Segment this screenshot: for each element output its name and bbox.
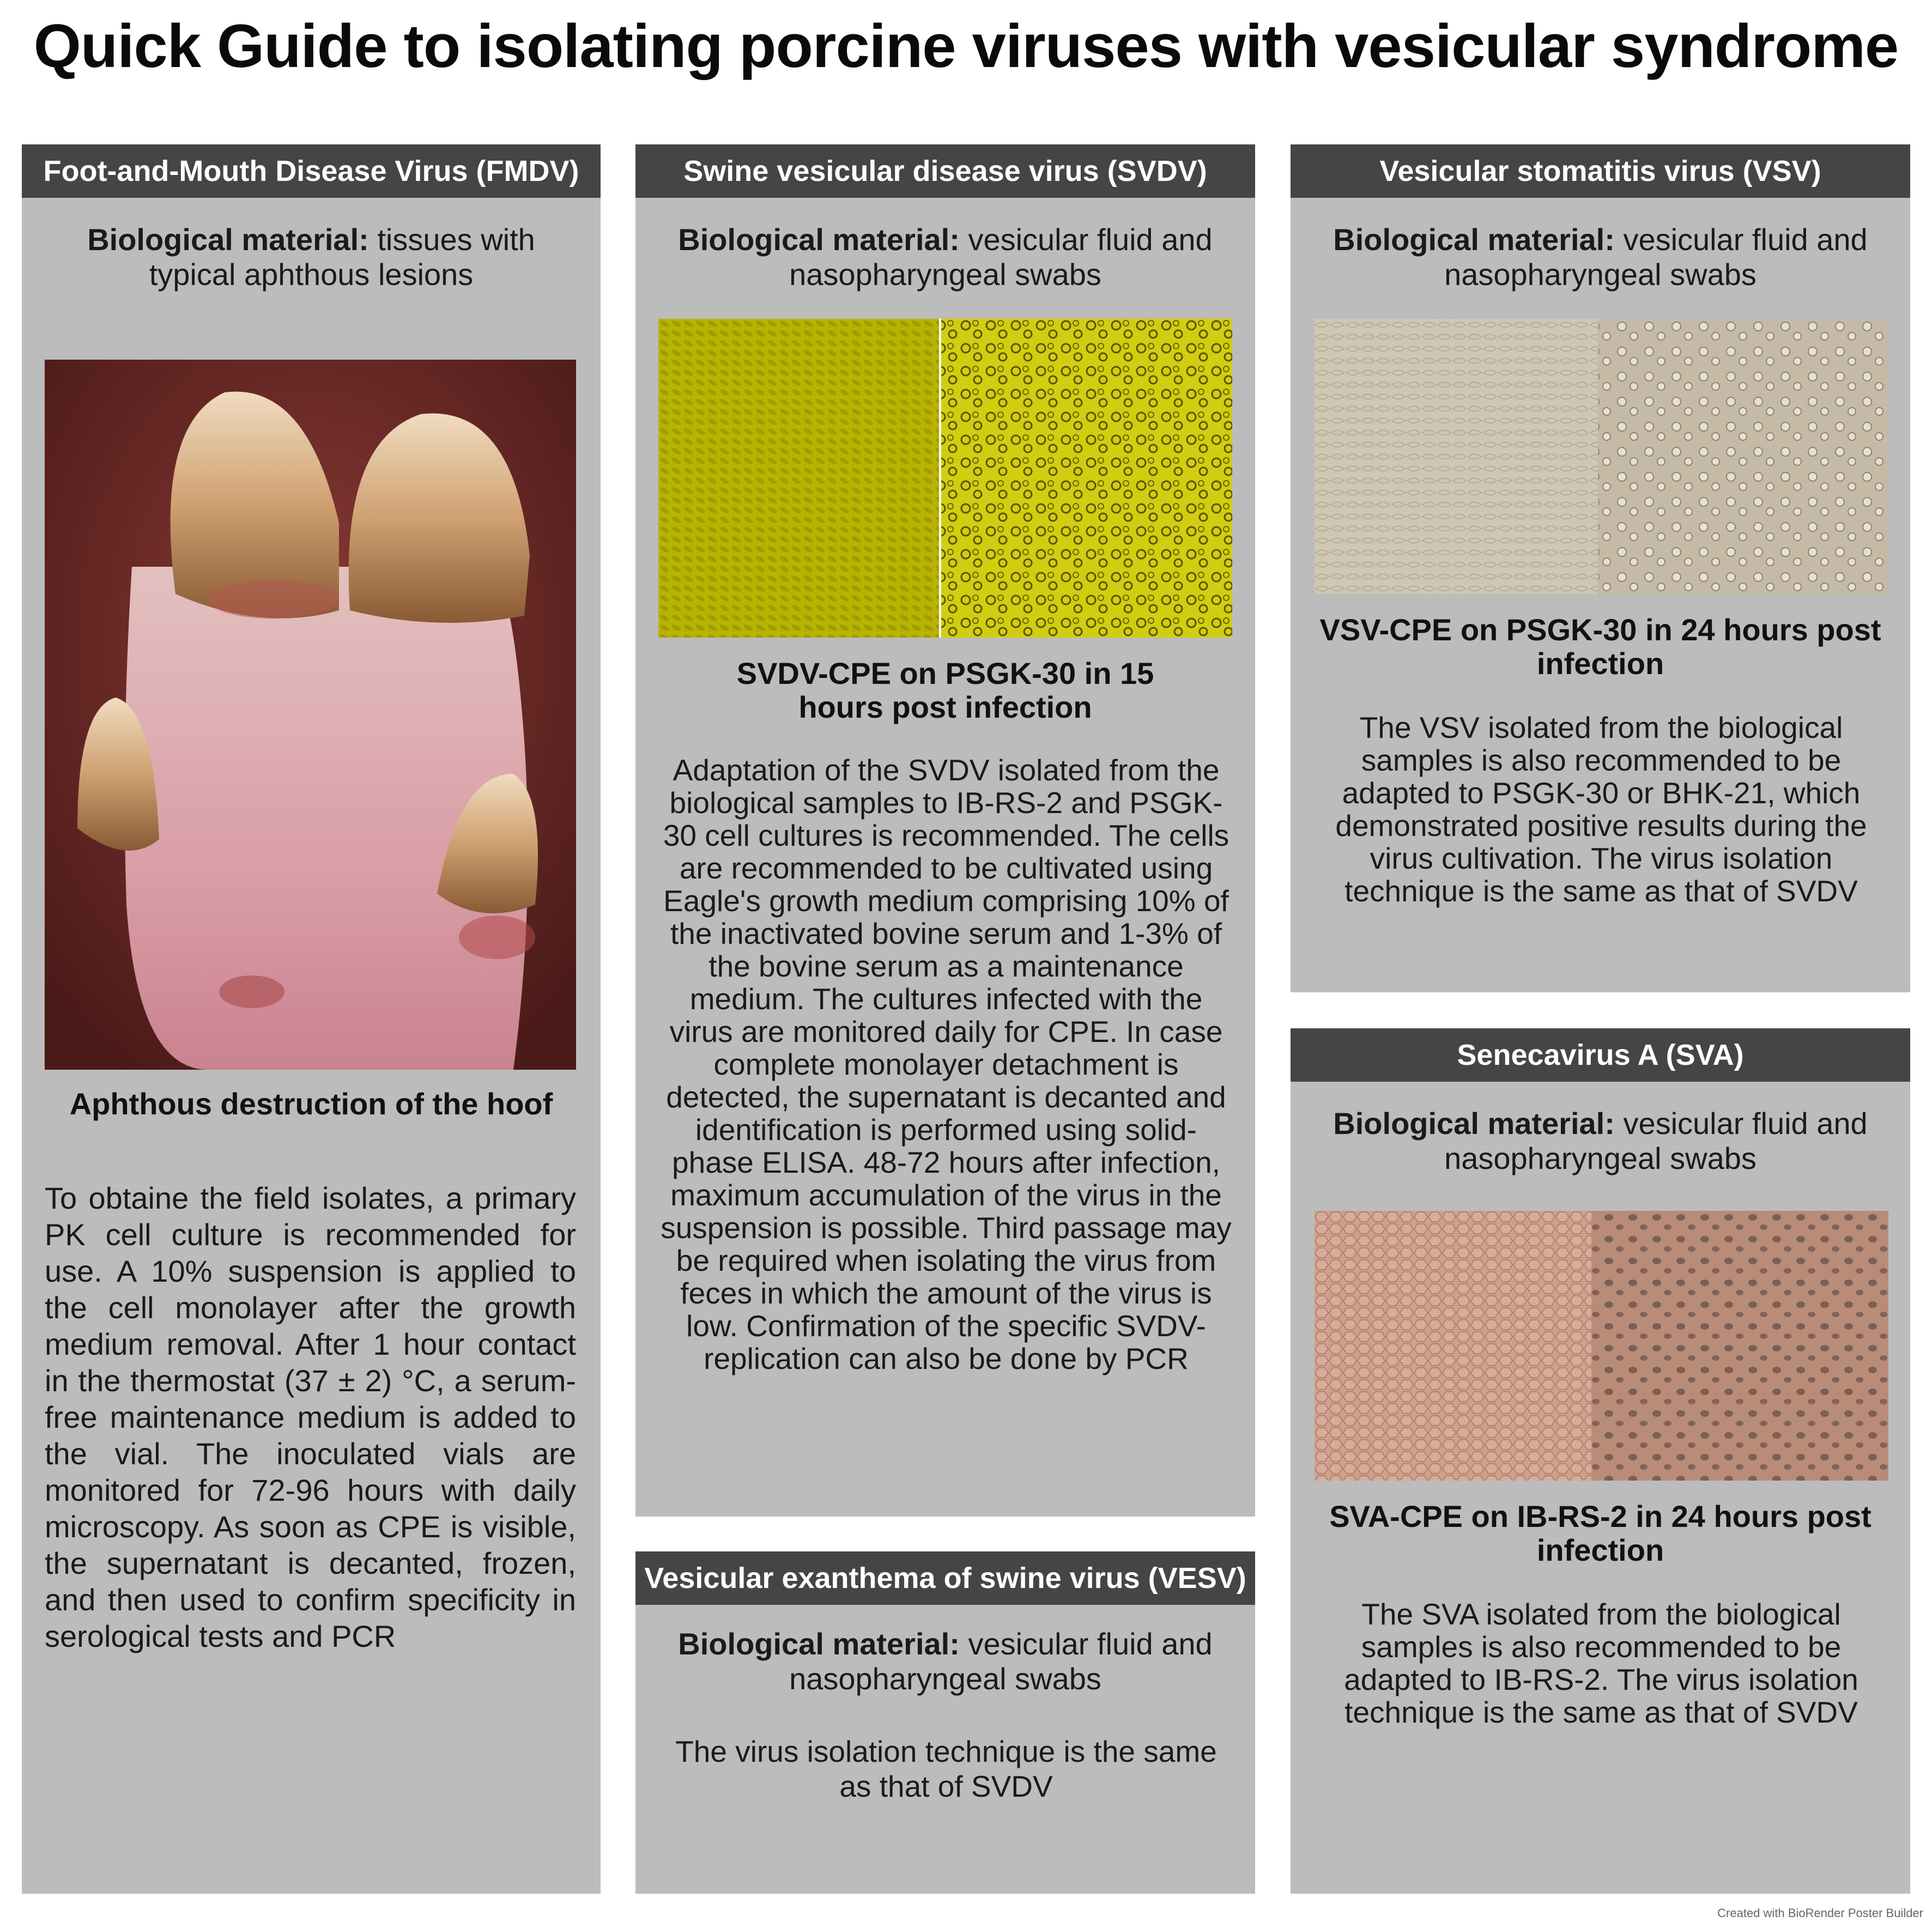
vsv-cpe-micrograph [1315,319,1888,594]
credit-note: Created with BioRender Poster Builder [1717,1906,1923,1920]
body-vsv: The VSV isolated from the biological samples is also recommended to be adapted to PSGK-30 or BHK-21, which demonstrated positive results during the virus cultivation. The virus isolation technique is the same as that of SVDV [1335,711,1867,908]
bio-material-label: Biological material: [1333,222,1615,257]
bio-material-sva [1291,1106,1910,1176]
caption-sva: SVA-CPE on IB-RS-2 in 24 hours post infection [1329,1499,1872,1567]
bio-material-label: Biological material: [678,222,960,257]
bio-material-label: Biological material: [87,222,369,257]
sva-cpe-micrograph [1315,1211,1888,1481]
caption-svdv: SVDV-CPE on PSGK-30 in 15 hours post infection [736,656,1154,724]
body-fmdv: To obtaine the field isolates, a primary PK cell culture is recommended for use. A 10% suspension is applied to the cell monolayer after the growth medium removal. After 1 hour contact in the thermostat (37 ± 2) °C, a serum-free maintenance medium is added to the vial. The inoculated vials are monitored for 72-96 hours with daily microscopy. As soon as CPE is visible, the supernatant is decanted, frozen, and then used to confirm specificity in serological tests and PCR [45,1181,576,1653]
page-title: Quick Guide to isolating porcine viruses with vesicular syndrome [33,12,1899,80]
panel-header-vesv: Vesicular exanthema of swine virus (VESV) [635,1551,1255,1605]
bio-material-fmdv [22,222,601,292]
bio-material-text: vesicular fluid and nasopharyngeal swabs [789,222,1213,292]
body-svdv: Adaptation of the SVDV isolated from the biological samples to IB-RS-2 and PSGK-30 cell cultures is recommended. The cells are recommended to be cultivated using Eagle's growth medium comprising 10% of the inactivated bovine serum and 1-3% of the bovine serum as a maintenance medium. The cultures infected with the virus are monitored daily for CPE. In case complete monolayer detachment is detected, the supernatant is decanted and identification is performed using solid-phase ELISA. 48-72 hours after infection, maximum accumulation of the virus in the suspension is possible. Third passage may be required when isolating the virus from feces in which the amount of the virus is low. Confirmation of the specific SVDV-replication can also be done by PCR [661,753,1232,1375]
bio-material-vesv [635,1627,1255,1696]
bio-material-label: Biological material: [1333,1106,1615,1141]
panel-header-vsv: Vesicular stomatitis virus (VSV) [1291,144,1910,198]
panel-fmdv [22,144,601,1894]
panel-sva [1291,1028,1910,1894]
bio-material-text: vesicular fluid and nasopharyngeal swabs [789,1627,1213,1696]
caption-fmdv: Aphthous destruction of the hoof [69,1087,553,1121]
panel-vsv [1291,144,1910,992]
panel-header-fmdv: Foot-and-Mouth Disease Virus (FMDV) [22,144,601,198]
bio-material-svdv [635,222,1255,292]
bio-material-text: vesicular fluid and nasopharyngeal swabs [1444,222,1868,292]
hoof-photo [45,360,576,1070]
caption-vsv: VSV-CPE on PSGK-30 in 24 hours post infection [1319,613,1881,681]
bio-material-label: Biological material: [678,1627,960,1661]
panel-header-svdv: Swine vesicular disease virus (SVDV) [635,144,1255,198]
body-vesv: The virus isolation technique is the same as that of SVDV [675,1735,1217,1803]
bio-material-vsv [1291,222,1910,292]
svdv-cpe-micrograph [658,319,1232,638]
panel-svdv [635,144,1255,1517]
bio-material-text: vesicular fluid and nasopharyngeal swabs [1444,1106,1868,1175]
panel-vesv [635,1551,1255,1894]
body-sva: The SVA isolated from the biological samples is also recommended to be adapted to IB-RS-2. The virus isolation technique is the same as that of SVDV [1344,1597,1858,1729]
bio-material-text: tissues with typical aphthous lesions [149,222,535,292]
panel-header-sva: Senecavirus A (SVA) [1291,1028,1910,1082]
